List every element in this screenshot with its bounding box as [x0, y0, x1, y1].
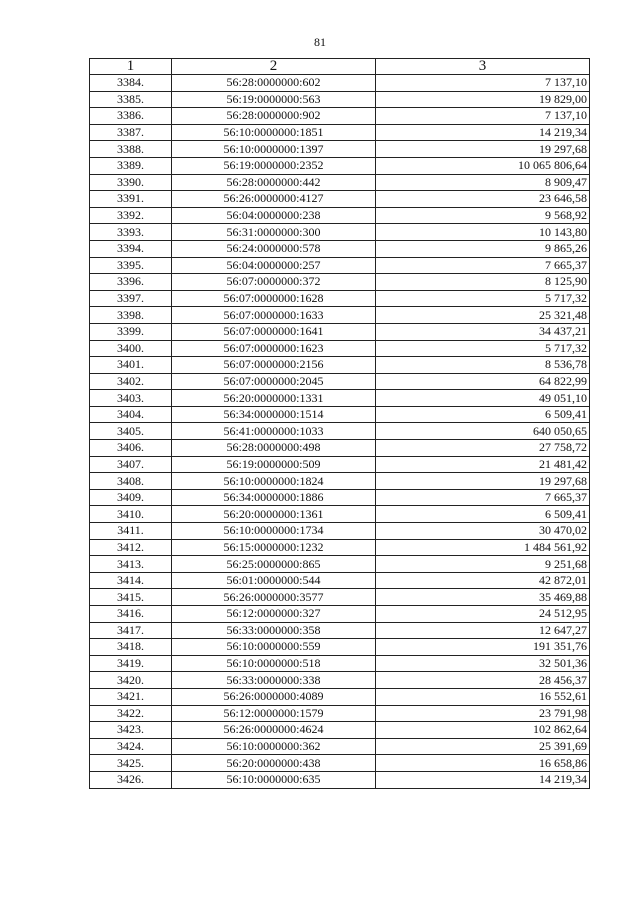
table-row: [90, 191, 590, 208]
table-row: [90, 423, 590, 440]
cadastral-number: 56:26:0000000:4624: [172, 722, 376, 739]
table-row: [90, 340, 590, 357]
table-body: [90, 75, 590, 789]
amount-value: 640 050,65: [376, 423, 590, 440]
amount-value: 24 512,95: [376, 606, 590, 623]
data-table: [89, 58, 590, 789]
row-number: 3413.: [90, 556, 172, 573]
amount-value: 5 717,32: [376, 290, 590, 307]
amount-value: 1 484 561,92: [376, 539, 590, 556]
table-row: [90, 174, 590, 191]
row-number: 3402.: [90, 373, 172, 390]
table-row: [90, 157, 590, 174]
cadastral-number: 56:28:0000000:602: [172, 75, 376, 92]
amount-value: 32 501,36: [376, 655, 590, 672]
amount-value: 102 862,64: [376, 722, 590, 739]
cadastral-number: 56:01:0000000:544: [172, 572, 376, 589]
table-row: [90, 274, 590, 291]
row-number: 3391.: [90, 191, 172, 208]
table-row: [90, 91, 590, 108]
row-number: 3401.: [90, 357, 172, 374]
row-number: 3407.: [90, 456, 172, 473]
table-row: [90, 755, 590, 772]
row-number: 3394.: [90, 240, 172, 257]
table-row: [90, 124, 590, 141]
table-row: [90, 290, 590, 307]
row-number: 3412.: [90, 539, 172, 556]
amount-value: 7 137,10: [376, 75, 590, 92]
amount-value: 23 646,58: [376, 191, 590, 208]
table-row: [90, 556, 590, 573]
cadastral-number: 56:20:0000000:1331: [172, 390, 376, 407]
amount-value: 64 822,99: [376, 373, 590, 390]
row-number: 3418.: [90, 639, 172, 656]
cadastral-number: 56:20:0000000:1361: [172, 506, 376, 523]
table-row: [90, 639, 590, 656]
row-number: 3392.: [90, 207, 172, 224]
table-row: [90, 207, 590, 224]
table-row: [90, 655, 590, 672]
amount-value: 12 647,27: [376, 622, 590, 639]
cadastral-number: 56:26:0000000:3577: [172, 589, 376, 606]
row-number: 3390.: [90, 174, 172, 191]
amount-value: 9 865,26: [376, 240, 590, 257]
cadastral-number: 56:25:0000000:865: [172, 556, 376, 573]
amount-value: 8 536,78: [376, 357, 590, 374]
row-number: 3423.: [90, 722, 172, 739]
cadastral-number: 56:04:0000000:257: [172, 257, 376, 274]
cadastral-number: 56:33:0000000:358: [172, 622, 376, 639]
table-row: [90, 240, 590, 257]
table-row: [90, 406, 590, 423]
table-row: [90, 456, 590, 473]
cadastral-number: 56:41:0000000:1033: [172, 423, 376, 440]
amount-value: 7 665,37: [376, 489, 590, 506]
cadastral-number: 56:19:0000000:563: [172, 91, 376, 108]
amount-value: 10 143,80: [376, 224, 590, 241]
amount-value: 16 552,61: [376, 688, 590, 705]
column-header-2: 2: [172, 59, 376, 75]
amount-value: 25 321,48: [376, 307, 590, 324]
row-number: 3386.: [90, 108, 172, 125]
amount-value: 14 219,34: [376, 771, 590, 788]
table-header: [90, 59, 590, 75]
amount-value: 34 437,21: [376, 323, 590, 340]
cadastral-number: 56:07:0000000:2045: [172, 373, 376, 390]
cadastral-number: 56:24:0000000:578: [172, 240, 376, 257]
cadastral-number: 56:07:0000000:1628: [172, 290, 376, 307]
row-number: 3426.: [90, 771, 172, 788]
cadastral-number: 56:12:0000000:1579: [172, 705, 376, 722]
row-number: 3397.: [90, 290, 172, 307]
table-row: [90, 589, 590, 606]
amount-value: 21 481,42: [376, 456, 590, 473]
table-row: [90, 523, 590, 540]
row-number: 3384.: [90, 75, 172, 92]
cadastral-number: 56:10:0000000:518: [172, 655, 376, 672]
page-number: 81: [314, 35, 326, 49]
row-number: 3395.: [90, 257, 172, 274]
table-row: [90, 572, 590, 589]
table-row: [90, 373, 590, 390]
row-number: 3417.: [90, 622, 172, 639]
amount-value: 25 391,69: [376, 738, 590, 755]
amount-value: 14 219,34: [376, 124, 590, 141]
row-number: 3403.: [90, 390, 172, 407]
amount-value: 7 665,37: [376, 257, 590, 274]
row-number: 3406.: [90, 440, 172, 457]
row-number: 3404.: [90, 406, 172, 423]
table-row: [90, 108, 590, 125]
row-number: 3408.: [90, 473, 172, 490]
row-number: 3425.: [90, 755, 172, 772]
row-number: 3410.: [90, 506, 172, 523]
cadastral-number: 56:28:0000000:902: [172, 108, 376, 125]
cadastral-number: 56:34:0000000:1514: [172, 406, 376, 423]
amount-value: 30 470,02: [376, 523, 590, 540]
cadastral-number: 56:07:0000000:1623: [172, 340, 376, 357]
table-row: [90, 722, 590, 739]
amount-value: 19 297,68: [376, 141, 590, 158]
amount-value: 27 758,72: [376, 440, 590, 457]
amount-value: 6 509,41: [376, 406, 590, 423]
row-number: 3416.: [90, 606, 172, 623]
table-row: [90, 323, 590, 340]
amount-value: 49 051,10: [376, 390, 590, 407]
row-number: 3388.: [90, 141, 172, 158]
cadastral-number: 56:20:0000000:438: [172, 755, 376, 772]
table-row: [90, 738, 590, 755]
row-number: 3409.: [90, 489, 172, 506]
cadastral-number: 56:10:0000000:1734: [172, 523, 376, 540]
cadastral-number: 56:10:0000000:635: [172, 771, 376, 788]
amount-value: 8 909,47: [376, 174, 590, 191]
row-number: 3424.: [90, 738, 172, 755]
cadastral-number: 56:28:0000000:498: [172, 440, 376, 457]
row-number: 3414.: [90, 572, 172, 589]
amount-value: 5 717,32: [376, 340, 590, 357]
cadastral-number: 56:34:0000000:1886: [172, 489, 376, 506]
table-row: [90, 489, 590, 506]
amount-value: 9 568,92: [376, 207, 590, 224]
cadastral-number: 56:10:0000000:1851: [172, 124, 376, 141]
table-row: [90, 357, 590, 374]
table-row: [90, 75, 590, 92]
table-row: [90, 672, 590, 689]
cadastral-number: 56:10:0000000:1397: [172, 141, 376, 158]
cadastral-number: 56:19:0000000:509: [172, 456, 376, 473]
table-row: [90, 688, 590, 705]
row-number: 3422.: [90, 705, 172, 722]
cadastral-number: 56:10:0000000:362: [172, 738, 376, 755]
row-number: 3420.: [90, 672, 172, 689]
table-row: [90, 224, 590, 241]
column-header-3: 3: [376, 59, 590, 75]
cadastral-number: 56:07:0000000:1641: [172, 323, 376, 340]
cadastral-number: 56:07:0000000:372: [172, 274, 376, 291]
cadastral-number: 56:31:0000000:300: [172, 224, 376, 241]
table-row: [90, 606, 590, 623]
amount-value: 42 872,01: [376, 572, 590, 589]
cadastral-number: 56:10:0000000:559: [172, 639, 376, 656]
cadastral-number: 56:19:0000000:2352: [172, 157, 376, 174]
cadastral-number: 56:12:0000000:327: [172, 606, 376, 623]
table-row: [90, 506, 590, 523]
cadastral-number: 56:26:0000000:4089: [172, 688, 376, 705]
amount-value: 23 791,98: [376, 705, 590, 722]
amount-value: 16 658,86: [376, 755, 590, 772]
amount-value: 6 509,41: [376, 506, 590, 523]
table-row: [90, 473, 590, 490]
cadastral-number: 56:26:0000000:4127: [172, 191, 376, 208]
cadastral-number: 56:15:0000000:1232: [172, 539, 376, 556]
amount-value: 7 137,10: [376, 108, 590, 125]
table-row: [90, 257, 590, 274]
amount-value: 19 829,00: [376, 91, 590, 108]
table-row: [90, 440, 590, 457]
table-row: [90, 771, 590, 788]
amount-value: 35 469,88: [376, 589, 590, 606]
table-row: [90, 705, 590, 722]
row-number: 3400.: [90, 340, 172, 357]
row-number: 3396.: [90, 274, 172, 291]
row-number: 3415.: [90, 589, 172, 606]
amount-value: 8 125,90: [376, 274, 590, 291]
column-header-1: 1: [90, 59, 172, 75]
cadastral-number: 56:04:0000000:238: [172, 207, 376, 224]
cadastral-number: 56:07:0000000:1633: [172, 307, 376, 324]
table-row: [90, 539, 590, 556]
row-number: 3421.: [90, 688, 172, 705]
cadastral-number: 56:33:0000000:338: [172, 672, 376, 689]
row-number: 3389.: [90, 157, 172, 174]
amount-value: 19 297,68: [376, 473, 590, 490]
row-number: 3398.: [90, 307, 172, 324]
table-row: [90, 307, 590, 324]
row-number: 3411.: [90, 523, 172, 540]
amount-value: 10 065 806,64: [376, 157, 590, 174]
table-row: [90, 622, 590, 639]
amount-value: 191 351,76: [376, 639, 590, 656]
table-row: [90, 141, 590, 158]
cadastral-number: 56:07:0000000:2156: [172, 357, 376, 374]
row-number: 3385.: [90, 91, 172, 108]
header-row: [90, 59, 590, 75]
amount-value: 9 251,68: [376, 556, 590, 573]
row-number: 3387.: [90, 124, 172, 141]
row-number: 3393.: [90, 224, 172, 241]
table-row: [90, 390, 590, 407]
row-number: 3405.: [90, 423, 172, 440]
row-number: 3399.: [90, 323, 172, 340]
amount-value: 28 456,37: [376, 672, 590, 689]
row-number: 3419.: [90, 655, 172, 672]
cadastral-number: 56:10:0000000:1824: [172, 473, 376, 490]
cadastral-number: 56:28:0000000:442: [172, 174, 376, 191]
